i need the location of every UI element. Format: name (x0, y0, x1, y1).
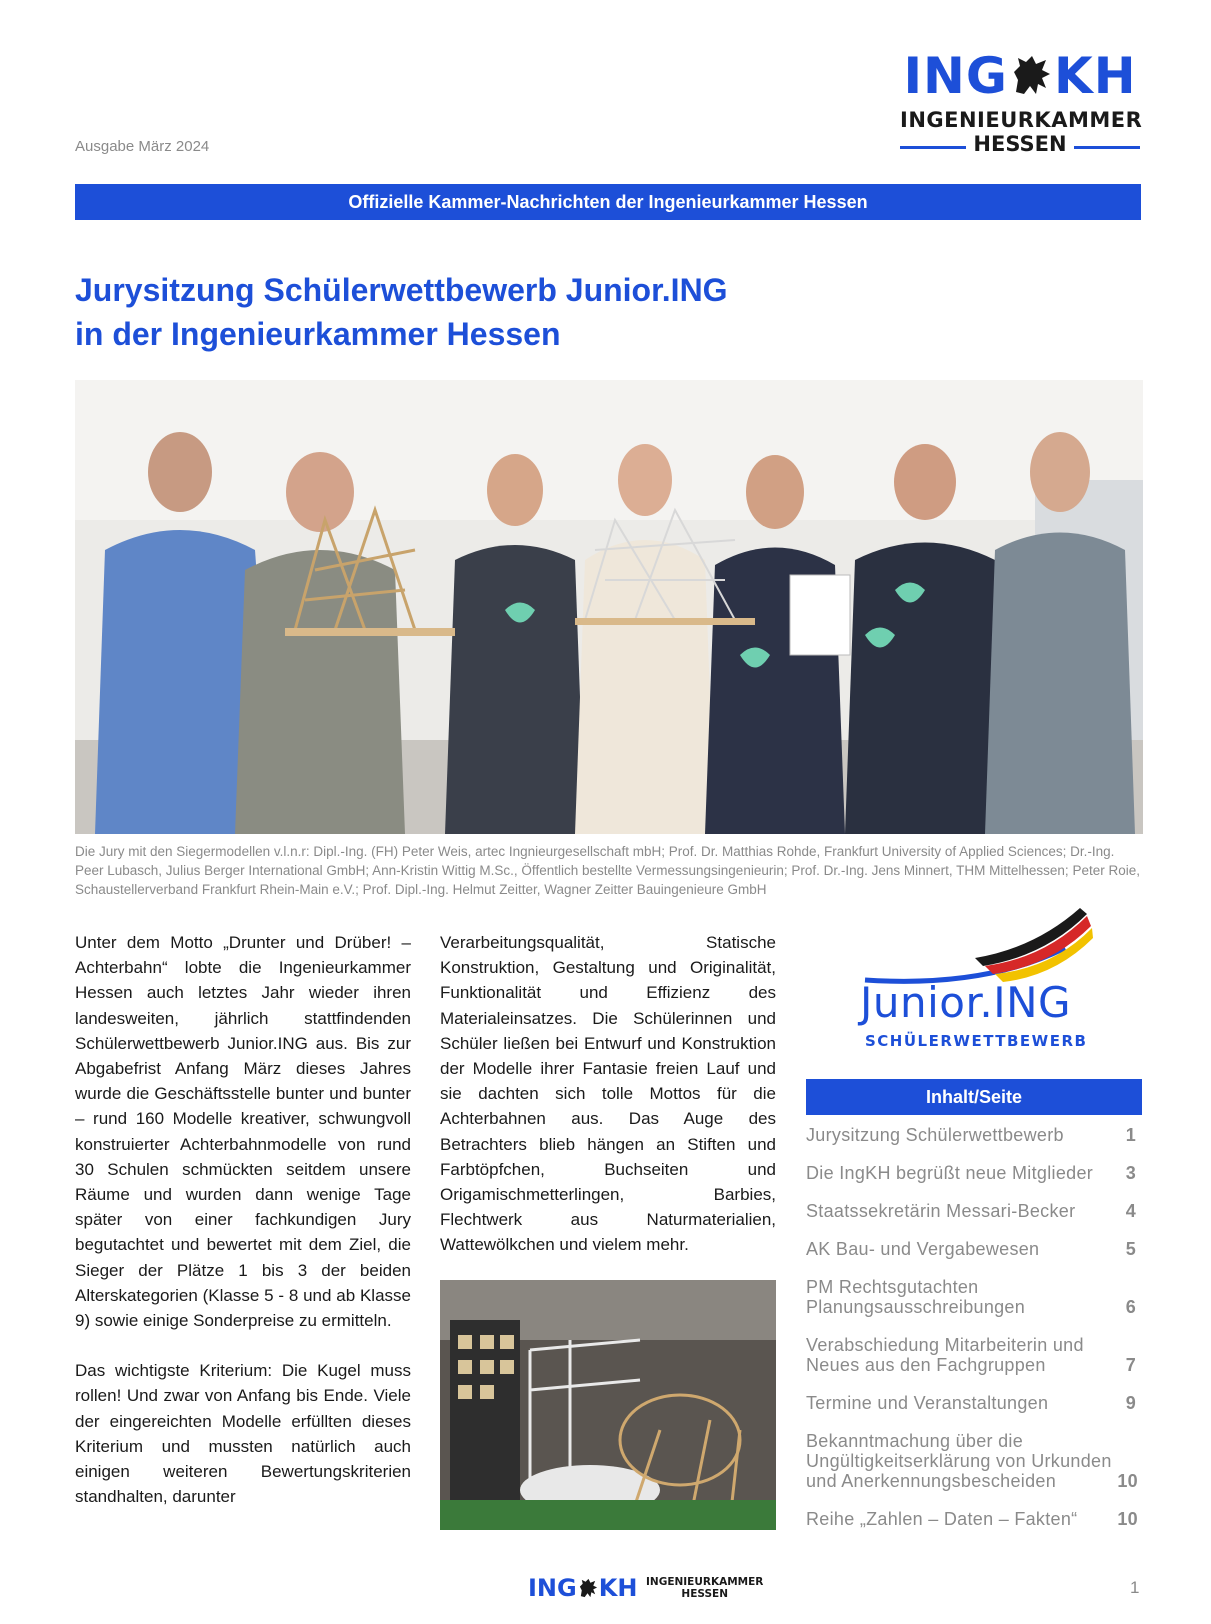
table-of-contents (806, 1125, 1142, 1529)
models-photo-illustration (440, 1280, 776, 1530)
article-column-1 (75, 930, 411, 1534)
photo-caption: Die Jury mit den Siegermodellen v.l.n.r: Dipl.-Ing. (FH) Peter Weis, artec Ingnieurgesellschaft mbH; Prof. Dr. Matthias Rohde, Frankfurt University of Applied Sciences; Dr.-Ing. Peer Lubasch, Julius Berger International GmbH; Ann-Kristin Wittig M.Sc., Öffentlich bestellte Vermessungsingenieurin; Prof. Dr.-Ing. Jens Minnert, THM Mittelhessen; Peter Roie, Schaustellerverband Frankfurt Rhein-Main e.V.; Prof. Dipl.-Ing. Helmut Zeitter, Wagner Zeitter Bauingenieure GmbH (75, 844, 1140, 897)
toc-item-page: 3 (1125, 1163, 1136, 1183)
footer-logo-letters (528, 1574, 637, 1602)
toc-item[interactable] (806, 1125, 1142, 1145)
toc-item-page: 4 (1125, 1201, 1136, 1221)
column-1-paragraph-1: Unter dem Motto „Drunter und Drüber! – Achterbahn“ lobte die Ingenieurkammer Hessen auch letztes Jahr wieder ihren landesweiten, jährlich stattfindenden Schülerwettbewerb Junior.ING aus. Bis zur Abgabefrist Anfang März dieses Jahres wurde die Geschäftsstelle bunter und bunter – rund 160 Modelle kreativer, schwungvoll konstruierter Achterbahnmodelle von rund 30 Schulen schmückten seitdem unsere Räume und wurden dann wenige Tage später von einer fachkundigen Jury begutachtet und bewertet mit dem Ziel, die Sieger der Plätze 1 bis 3 der beiden Alterskategorien (Klasse 5 - 8 und ab Klasse 9) sowie einige Sonderpreise zu ermitteln. (75, 933, 411, 1331)
lion-icon (1008, 52, 1054, 98)
toc-item[interactable] (806, 1201, 1142, 1221)
logo-line-right (1074, 146, 1140, 149)
toc-item[interactable] (806, 1277, 1142, 1317)
toc-heading: Inhalt/Seite (806, 1079, 1142, 1115)
footer-logo (528, 1574, 768, 1602)
footer-logo-right: KH (598, 1574, 638, 1602)
logo-sub: HESSEN (973, 132, 1067, 156)
toc-item-page: 5 (1125, 1239, 1136, 1259)
toc-item-title: Termine und Veranstaltungen (806, 1393, 1049, 1413)
toc-item-title: Jurysitzung Schülerwettbewerb (806, 1125, 1064, 1145)
toc-item-title: Verabschiedung Mitarbeiterin und Neues aus den Fachgruppen (806, 1335, 1084, 1375)
toc-item[interactable] (806, 1335, 1142, 1375)
toc-item-title: Die IngKH begrüßt neue Mitglieder (806, 1163, 1094, 1183)
footer-sub: HESSEN (681, 1588, 728, 1600)
logo-letters-left: ING (903, 47, 1008, 105)
toc-item-page: 1 (1125, 1125, 1136, 1145)
footer-logo-left: ING (528, 1574, 577, 1602)
article-column-2 (440, 930, 776, 1283)
toc-item[interactable] (806, 1509, 1142, 1529)
toc-item[interactable] (806, 1163, 1142, 1183)
issue-date: Ausgabe März 2024 (75, 138, 210, 155)
toc-item-title: AK Bau- und Vergabewesen (806, 1239, 1040, 1259)
footer-logo-name (646, 1576, 763, 1600)
toc-item-page: 9 (1125, 1393, 1136, 1413)
toc-item-page: 7 (1125, 1355, 1136, 1375)
column-2-paragraph-1: Verarbeitungsqualität, Statische Konstruktion, Gestaltung und Originalität, Funktionalität und Effizienz des Materialeinsatzes. Die Schülerinnen und Schüler ließen bei Entwurf und Konstruktion der Modelle ihrer Fantasie freien Lauf und sie dachten sich tolle Mottos für die Achterbahnen aus. Das Auge des Betrachters blieb hängen an Stiften und Farbtöpfchen, Buchseiten und Origamischmetterlingen, Barbies, Flechtwerk aus Naturmaterialien, Wattewölkchen und vielem mehr. (440, 933, 776, 1255)
article-headline (75, 268, 975, 356)
logo-name: INGENIEURKAMMER (900, 108, 1143, 132)
junior-ing-logo (805, 908, 1141, 1058)
toc-item-title: PM Rechtsgutachten Planungsausschreibungen (806, 1277, 1026, 1317)
toc-item-page: 10 (1117, 1471, 1138, 1491)
models-photo (440, 1280, 776, 1530)
toc-item-page: 6 (1125, 1297, 1136, 1317)
junior-ing-subtitle: SCHÜLERWETTBEWERB (865, 1032, 1088, 1050)
toc-item[interactable] (806, 1431, 1142, 1491)
flag-swoosh-icon (805, 908, 1141, 988)
header-banner: Offizielle Kammer-Nachrichten der Ingenieurkammer Hessen (75, 184, 1141, 220)
toc-item-title: Reihe „Zahlen – Daten – Fakten“ (806, 1509, 1078, 1529)
toc-item-title: Staatssekretärin Messari-Becker (806, 1201, 1076, 1221)
footer-lion-icon (577, 1577, 599, 1599)
toc-item[interactable] (806, 1393, 1142, 1413)
toc-item-page: 10 (1117, 1509, 1138, 1529)
headline-line-1: Jurysitzung Schülerwettbewerb Junior.ING (75, 272, 728, 308)
jury-photo-illustration (75, 380, 1143, 834)
column-1-paragraph-2: Das wichtigste Kriterium: Die Kugel muss rollen! Und zwar von Anfang bis Ende. Viele der eingereichten Modelle erfüllten dieses Kriterium und mussten natürlich auch einigen weiteren Bewertungskriterien standhalten, darunter (75, 1361, 411, 1507)
toc-item[interactable] (806, 1239, 1142, 1259)
toc-item-title: Bekanntmachung über die Ungültigkeitserklärung von Urkunden und Anerkennungsbescheiden (806, 1431, 1112, 1491)
jury-photo (75, 380, 1143, 834)
logo-letters-right: KH (1053, 47, 1137, 105)
headline-line-2: in der Ingenieurkammer Hessen (75, 316, 561, 352)
footer-name: INGENIEURKAMMER (646, 1576, 764, 1588)
junior-ing-title: Junior.ING (860, 978, 1072, 1027)
ingkh-logo (900, 47, 1143, 158)
page-number: 1 (1130, 1578, 1140, 1597)
